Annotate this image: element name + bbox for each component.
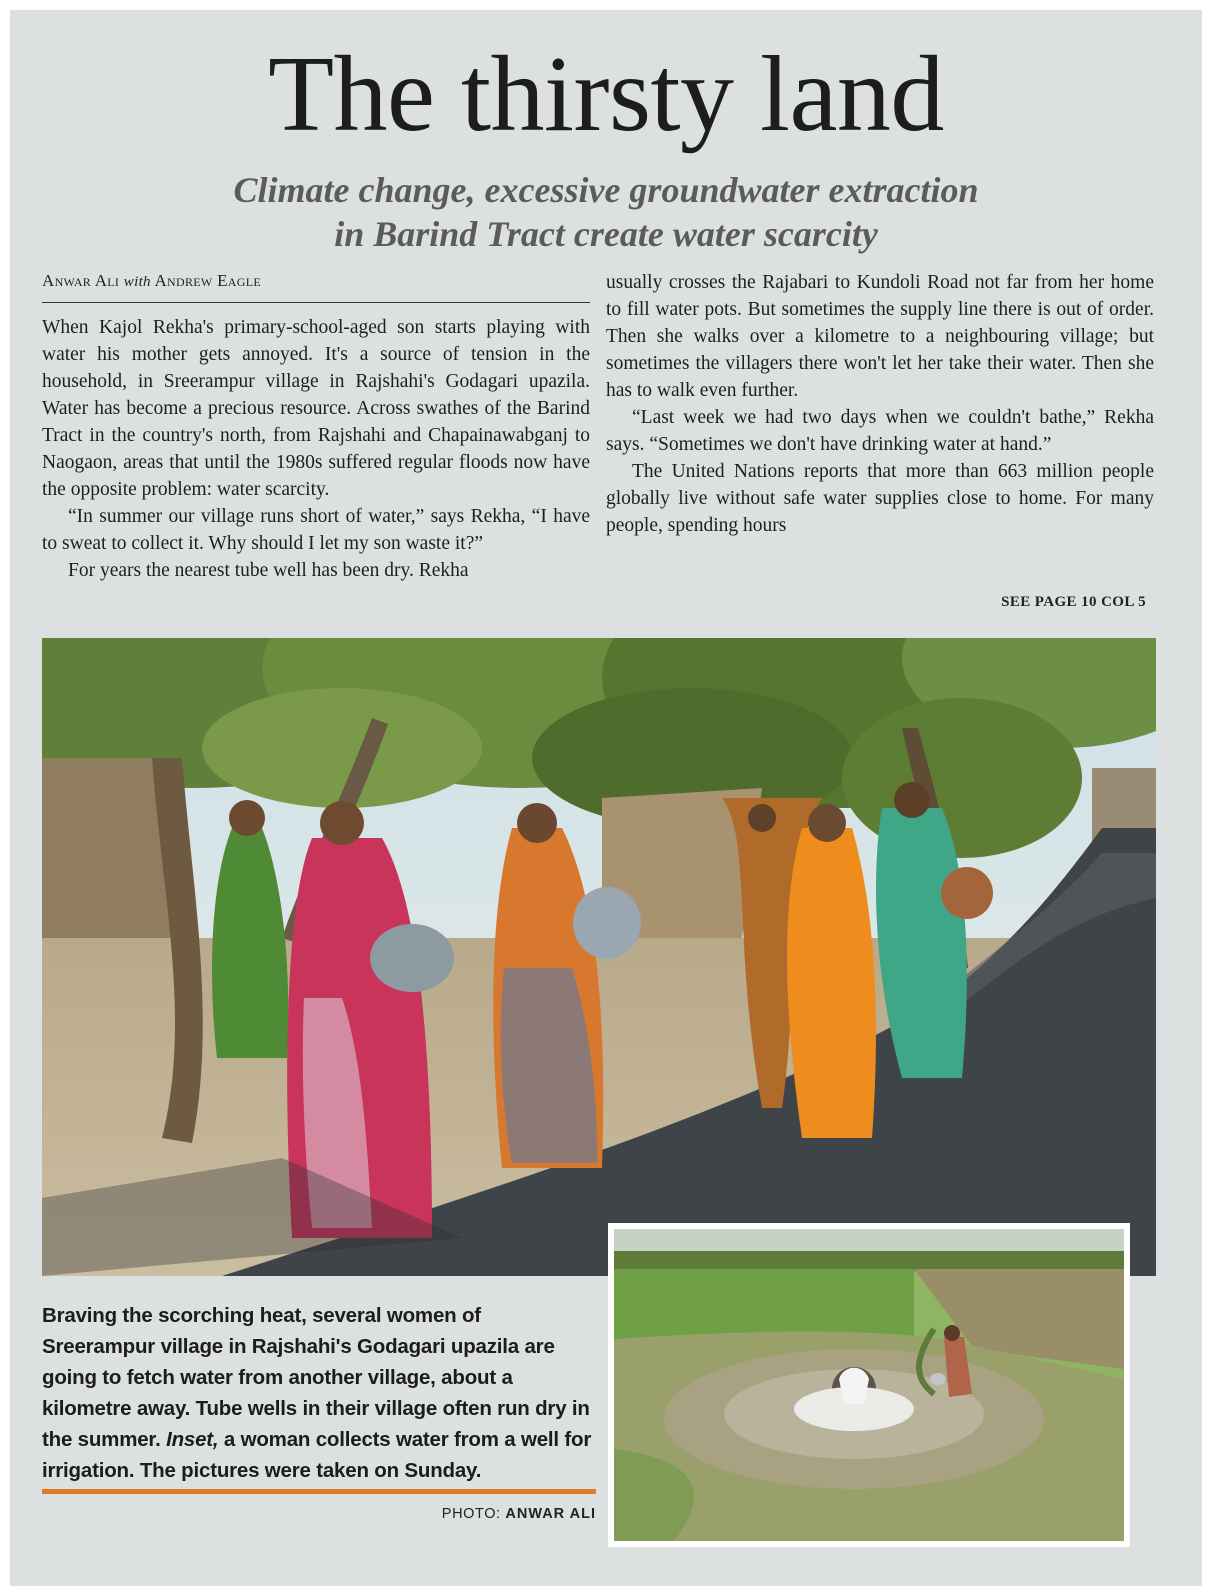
caption-text-continued: a woman collects water from a well for irrigation. The pictures were taken on Sunday. [42, 1428, 592, 1482]
deck [10, 168, 1202, 256]
paragraph: The United Nations reports that more than 663 million people globally live without safe water supplies close to home. For many people, spending hours [606, 461, 1154, 536]
main-photo [42, 638, 1156, 1276]
article-panel [10, 10, 1202, 1586]
byline [42, 271, 588, 291]
paragraph: “Last week we had two days when we couldn't bathe,” Rekha says. “Sometimes we don't have drinking water at hand.” [606, 407, 1154, 455]
paragraph: When Kajol Rekha's primary-school-aged son starts playing with water his mother gets annoyed. It's a source of tension in the household, in Sreerampur village in Rajshahi's Godagari upazila. Water has become a precious resource. Across swathes of the Barind Tract in the country's north, from Rajshahi and Chapainawabganj to Naogaon, areas that until the 1980s suffered regular floods now have the opposite problem: water scarcity. [42, 317, 590, 500]
paragraph: usually crosses the Rajabari to Kundoli Road not far from her home to fill water pots. But sometimes the supply line there is out of order. Then she walks over a kilometre to a neighbouring village; but sometimes the villagers there won't let her take their water. Then she has to walk even further. [606, 272, 1154, 401]
caption-inset-label: Inset, [166, 1428, 219, 1451]
photo-credit [42, 1506, 596, 1522]
byline-rule [42, 302, 590, 303]
jump-line: SEE PAGE 10 COL 5 [1001, 594, 1146, 610]
body-column-2 [606, 269, 1154, 539]
byline-coauthor: Andrew Eagle [154, 271, 261, 290]
headline: The thirsty land [268, 35, 944, 154]
deck-line-1: Climate change, excessive groundwater extraction [233, 170, 979, 210]
credit-name: ANWAR ALI [505, 1506, 596, 1522]
paragraph: “In summer our village runs short of water,” says Rekha, “I have to sweat to collect it. Why should I let my son waste it?” [42, 506, 590, 554]
irrigation-well-illustration [614, 1229, 1124, 1541]
paragraph: For years the nearest tube well has been dry. Rekha [68, 560, 469, 581]
caption-text: Braving the scorching heat, several women of Sreerampur village in Rajshahi's Godagari upazila are going to fetch water from another village, about a kilometre away. Tube wells in their village often run dry in the summer. [42, 1304, 590, 1451]
credit-label: PHOTO: [441, 1506, 501, 1522]
photo-caption [42, 1300, 598, 1486]
byline-connector: with [123, 274, 151, 290]
caption-rule [42, 1489, 596, 1494]
inset-photo [608, 1223, 1130, 1547]
body-column-1 [42, 314, 590, 584]
byline-author: Anwar Ali [42, 271, 120, 290]
village-road-illustration [42, 638, 1156, 1276]
deck-line-2: in Barind Tract create water scarcity [334, 214, 878, 254]
